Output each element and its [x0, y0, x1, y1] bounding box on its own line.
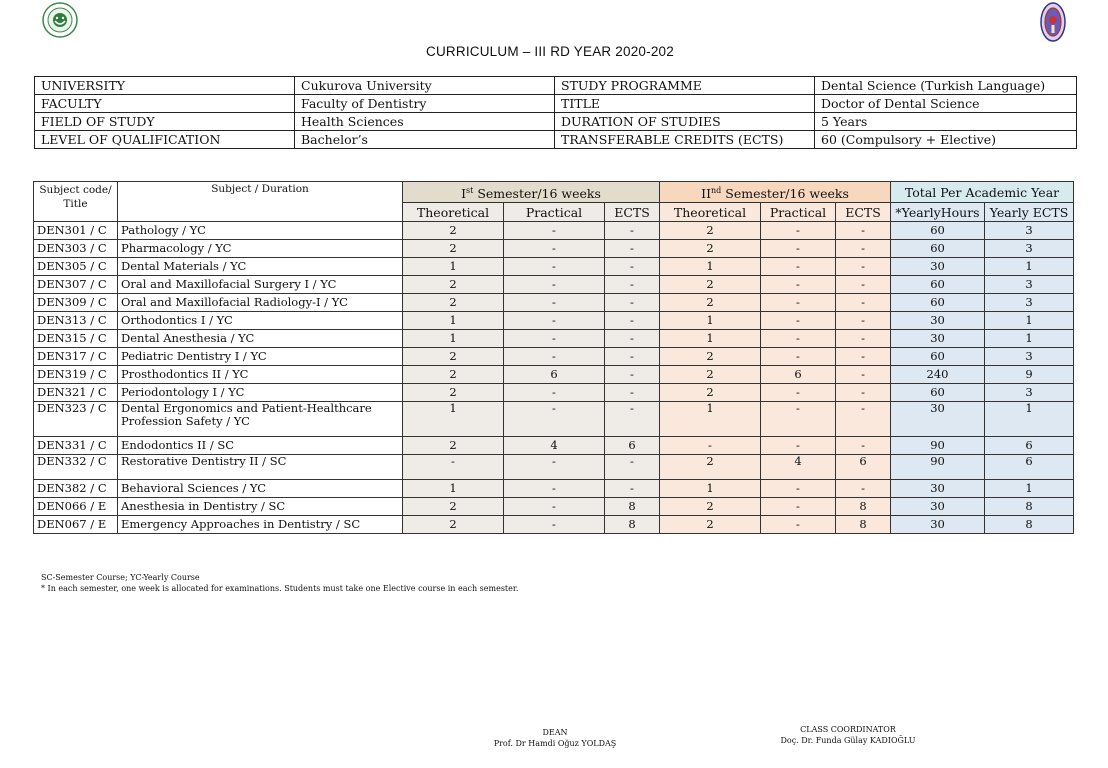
info-label: FACULTY [35, 95, 295, 113]
table-row [34, 516, 1074, 534]
coordinator-signature-block [768, 724, 928, 746]
yearly-ects: 1 [985, 312, 1074, 330]
yearly-hours: 30 [891, 516, 985, 534]
sem1-theoretical: 2 [403, 276, 504, 294]
course-subject: Behavioral Sciences / YC [118, 480, 403, 498]
sem1-theoretical: 1 [403, 402, 504, 437]
info-label: TITLE [555, 95, 815, 113]
sem1-ects: - [605, 402, 660, 437]
footnote-exams: * In each semester, one week is allocated for examinations. Students must take one Elective course in each semester. [41, 584, 519, 593]
sem1-theoretical: 1 [403, 312, 504, 330]
sem1-ects: - [605, 258, 660, 276]
info-label: UNIVERSITY [35, 77, 295, 95]
sem1-theoretical: 2 [403, 366, 504, 384]
yearly-hours: 30 [891, 312, 985, 330]
info-label: TRANSFERABLE CREDITS (ECTS) [555, 131, 815, 149]
sem2-ects: - [836, 437, 891, 455]
yearly-hours: 60 [891, 384, 985, 402]
faculty-emblem-icon [1040, 2, 1066, 42]
dean-title: DEAN [542, 728, 568, 737]
course-code: DEN305 / C [34, 258, 118, 276]
table-row [34, 312, 1074, 330]
sem2-practical: - [761, 294, 836, 312]
sem2-ects: - [836, 240, 891, 258]
sem2-ects: - [836, 402, 891, 437]
course-code: DEN301 / C [34, 222, 118, 240]
sem2-theoretical: 2 [660, 240, 761, 258]
yearly-ects: 3 [985, 294, 1074, 312]
sem1-theoretical: 1 [403, 480, 504, 498]
table-row [34, 276, 1074, 294]
table-row [34, 366, 1074, 384]
yearly-ects: 3 [985, 240, 1074, 258]
sem1-practical: - [504, 480, 605, 498]
sem2-ects: 6 [836, 455, 891, 480]
info-label: FIELD OF STUDY [35, 113, 295, 131]
sem1-theoretical: 1 [403, 330, 504, 348]
sem1-theoretical: 2 [403, 240, 504, 258]
program-info-table [34, 76, 1077, 149]
sem1-theoretical: 2 [403, 348, 504, 366]
sem2-theoretical: 2 [660, 348, 761, 366]
header-yearly-hours: *YearlyHours [891, 203, 985, 222]
course-subject: Emergency Approaches in Dentistry / SC [118, 516, 403, 534]
header-subject-duration: Subject / Duration [118, 182, 403, 222]
sem1-practical: - [504, 384, 605, 402]
sem2-ects: - [836, 258, 891, 276]
info-value: Faculty of Dentistry [295, 95, 555, 113]
info-row [35, 77, 1077, 95]
sem1-ects: - [605, 384, 660, 402]
sem2-practical: 4 [761, 455, 836, 480]
info-value: Bachelor’s [295, 131, 555, 149]
table-row [34, 240, 1074, 258]
coordinator-name: Doç. Dr. Funda Gülay KADIOĞLU [780, 736, 916, 745]
sem2-practical: - [761, 330, 836, 348]
course-subject: Prosthodontics II / YC [118, 366, 403, 384]
header-ects-1: ECTS [605, 203, 660, 222]
header-ects-2: ECTS [836, 203, 891, 222]
course-code: DEN332 / C [34, 455, 118, 480]
sem1-ects: - [605, 330, 660, 348]
info-row [35, 131, 1077, 149]
sem1-practical: 4 [504, 437, 605, 455]
sem1-theoretical: 2 [403, 294, 504, 312]
sem1-practical: - [504, 330, 605, 348]
info-label: LEVEL OF QUALIFICATION [35, 131, 295, 149]
university-seal-icon [42, 2, 78, 38]
yearly-hours: 30 [891, 330, 985, 348]
sem2-ects: 8 [836, 498, 891, 516]
course-subject: Endodontics II / SC [118, 437, 403, 455]
course-code: DEN321 / C [34, 384, 118, 402]
sem1-ects: 8 [605, 498, 660, 516]
course-subject: Restorative Dentistry II / SC [118, 455, 403, 480]
sem1-practical: 6 [504, 366, 605, 384]
page-title: CURRICULUM – III RD YEAR 2020-202 [426, 44, 674, 59]
sem2-practical: - [761, 258, 836, 276]
sem1-theoretical: 2 [403, 437, 504, 455]
sem1-ects: - [605, 366, 660, 384]
sem2-practical: - [761, 437, 836, 455]
info-label: STUDY PROGRAMME [555, 77, 815, 95]
table-row [34, 222, 1074, 240]
sem1-ects: - [605, 294, 660, 312]
table-row [34, 294, 1074, 312]
sem2-practical: - [761, 276, 836, 294]
table-row [34, 258, 1074, 276]
header-semester-1: Ist Semester/16 weeks [403, 182, 660, 203]
table-row [34, 455, 1074, 480]
yearly-hours: 60 [891, 222, 985, 240]
sem1-practical: - [504, 294, 605, 312]
coordinator-title: CLASS COORDINATOR [800, 725, 896, 734]
sem1-practical: - [504, 276, 605, 294]
sem2-ects: - [836, 348, 891, 366]
yearly-hours: 60 [891, 348, 985, 366]
table-row [34, 348, 1074, 366]
table-row [34, 498, 1074, 516]
table-row [34, 402, 1074, 437]
info-row [35, 95, 1077, 113]
sem1-ects: - [605, 480, 660, 498]
sem2-practical: 6 [761, 366, 836, 384]
yearly-hours: 30 [891, 498, 985, 516]
course-subject: Periodontology I / YC [118, 384, 403, 402]
sem2-theoretical: 2 [660, 366, 761, 384]
sem1-practical: - [504, 402, 605, 437]
course-subject: Orthodontics I / YC [118, 312, 403, 330]
course-subject: Dental Materials / YC [118, 258, 403, 276]
header-semester-2: IInd Semester/16 weeks [660, 182, 891, 203]
sem1-theoretical: 2 [403, 222, 504, 240]
yearly-hours: 60 [891, 276, 985, 294]
header-total-per-year: Total Per Academic Year [891, 182, 1074, 203]
sem2-ects: - [836, 294, 891, 312]
yearly-ects: 3 [985, 222, 1074, 240]
course-code: DEN331 / C [34, 437, 118, 455]
sem2-theoretical: 2 [660, 294, 761, 312]
sem2-ects: - [836, 384, 891, 402]
info-value: Dental Science (Turkish Language) [815, 77, 1077, 95]
course-code: DEN067 / E [34, 516, 118, 534]
sem2-ects: - [836, 480, 891, 498]
curriculum-table [33, 181, 1074, 534]
header-theoretical-2: Theoretical [660, 203, 761, 222]
sem2-practical: - [761, 240, 836, 258]
yearly-hours: 90 [891, 437, 985, 455]
info-value: Health Sciences [295, 113, 555, 131]
sem2-ects: - [836, 330, 891, 348]
sem1-ects: 8 [605, 516, 660, 534]
sem2-ects: - [836, 312, 891, 330]
yearly-ects: 3 [985, 276, 1074, 294]
sem2-practical: - [761, 516, 836, 534]
sem2-theoretical: 2 [660, 498, 761, 516]
course-subject: Pediatric Dentistry I / YC [118, 348, 403, 366]
sem1-practical: - [504, 455, 605, 480]
sem1-ects: - [605, 455, 660, 480]
sem2-practical: - [761, 480, 836, 498]
course-code: DEN307 / C [34, 276, 118, 294]
yearly-hours: 30 [891, 258, 985, 276]
yearly-ects: 1 [985, 330, 1074, 348]
yearly-ects: 1 [985, 480, 1074, 498]
sem1-practical: - [504, 498, 605, 516]
sem2-theoretical: 1 [660, 402, 761, 437]
info-value: 60 (Compulsory + Elective) [815, 131, 1077, 149]
sem1-ects: - [605, 240, 660, 258]
yearly-ects: 9 [985, 366, 1074, 384]
yearly-ects: 6 [985, 437, 1074, 455]
sem2-theoretical: - [660, 437, 761, 455]
sem2-practical: - [761, 312, 836, 330]
course-code: DEN303 / C [34, 240, 118, 258]
sem1-theoretical: 1 [403, 258, 504, 276]
course-subject: Dental Anesthesia / YC [118, 330, 403, 348]
yearly-hours: 60 [891, 294, 985, 312]
course-code: DEN323 / C [34, 402, 118, 437]
sem2-theoretical: 2 [660, 455, 761, 480]
sem2-ects: - [836, 222, 891, 240]
footnote-course-legend: SC-Semester Course; YC-Yearly Course [41, 573, 200, 582]
sem2-theoretical: 2 [660, 384, 761, 402]
course-code: DEN066 / E [34, 498, 118, 516]
info-value: Doctor of Dental Science [815, 95, 1077, 113]
sem1-practical: - [504, 516, 605, 534]
yearly-hours: 60 [891, 240, 985, 258]
info-value: Cukurova University [295, 77, 555, 95]
sem2-theoretical: 2 [660, 516, 761, 534]
dean-name: Prof. Dr Hamdi Oğuz YOLDAŞ [493, 739, 617, 748]
course-code: DEN315 / C [34, 330, 118, 348]
yearly-hours: 30 [891, 480, 985, 498]
yearly-ects: 3 [985, 384, 1074, 402]
sem2-practical: - [761, 348, 836, 366]
yearly-ects: 1 [985, 402, 1074, 437]
sem1-practical: - [504, 312, 605, 330]
yearly-ects: 8 [985, 516, 1074, 534]
course-subject: Dental Ergonomics and Patient-Healthcare Profession Safety / YC [118, 402, 403, 437]
sem2-practical: - [761, 498, 836, 516]
yearly-hours: 90 [891, 455, 985, 480]
yearly-ects: 8 [985, 498, 1074, 516]
course-code: DEN309 / C [34, 294, 118, 312]
sem1-ects: - [605, 312, 660, 330]
course-code: DEN319 / C [34, 366, 118, 384]
sem1-theoretical: 2 [403, 498, 504, 516]
course-subject: Pharmacology / YC [118, 240, 403, 258]
info-row [35, 113, 1077, 131]
sem1-practical: - [504, 240, 605, 258]
sem2-theoretical: 2 [660, 222, 761, 240]
sem2-ects: - [836, 366, 891, 384]
course-subject: Anesthesia in Dentistry / SC [118, 498, 403, 516]
info-label: DURATION OF STUDIES [555, 113, 815, 131]
sem2-theoretical: 1 [660, 312, 761, 330]
header-practical-1: Practical [504, 203, 605, 222]
header-subject-code: Subject code/ Title [34, 182, 118, 222]
table-row [34, 437, 1074, 455]
sem1-ects: - [605, 348, 660, 366]
table-row [34, 480, 1074, 498]
yearly-ects: 6 [985, 455, 1074, 480]
dean-signature-block [480, 727, 630, 749]
header-yearly-ects: Yearly ECTS [985, 203, 1074, 222]
header-theoretical-1: Theoretical [403, 203, 504, 222]
sem1-practical: - [504, 258, 605, 276]
yearly-hours: 240 [891, 366, 985, 384]
header-practical-2: Practical [761, 203, 836, 222]
sem1-practical: - [504, 348, 605, 366]
course-code: DEN313 / C [34, 312, 118, 330]
sem1-ects: 6 [605, 437, 660, 455]
sem2-ects: 8 [836, 516, 891, 534]
sem1-practical: - [504, 222, 605, 240]
course-code: DEN317 / C [34, 348, 118, 366]
sem2-ects: - [836, 276, 891, 294]
sem1-theoretical: - [403, 455, 504, 480]
sem2-theoretical: 1 [660, 258, 761, 276]
yearly-ects: 1 [985, 258, 1074, 276]
table-row [34, 384, 1074, 402]
yearly-hours: 30 [891, 402, 985, 437]
yearly-ects: 3 [985, 348, 1074, 366]
course-subject: Oral and Maxillofacial Surgery I / YC [118, 276, 403, 294]
sem2-theoretical: 1 [660, 330, 761, 348]
sem1-theoretical: 2 [403, 384, 504, 402]
sem2-theoretical: 1 [660, 480, 761, 498]
sem1-ects: - [605, 222, 660, 240]
sem2-theoretical: 2 [660, 276, 761, 294]
course-subject: Oral and Maxillofacial Radiology-I / YC [118, 294, 403, 312]
course-code: DEN382 / C [34, 480, 118, 498]
table-row [34, 330, 1074, 348]
info-value: 5 Years [815, 113, 1077, 131]
sem2-practical: - [761, 384, 836, 402]
course-subject: Pathology / YC [118, 222, 403, 240]
sem2-practical: - [761, 402, 836, 437]
sem2-practical: - [761, 222, 836, 240]
sem1-theoretical: 2 [403, 516, 504, 534]
sem1-ects: - [605, 276, 660, 294]
